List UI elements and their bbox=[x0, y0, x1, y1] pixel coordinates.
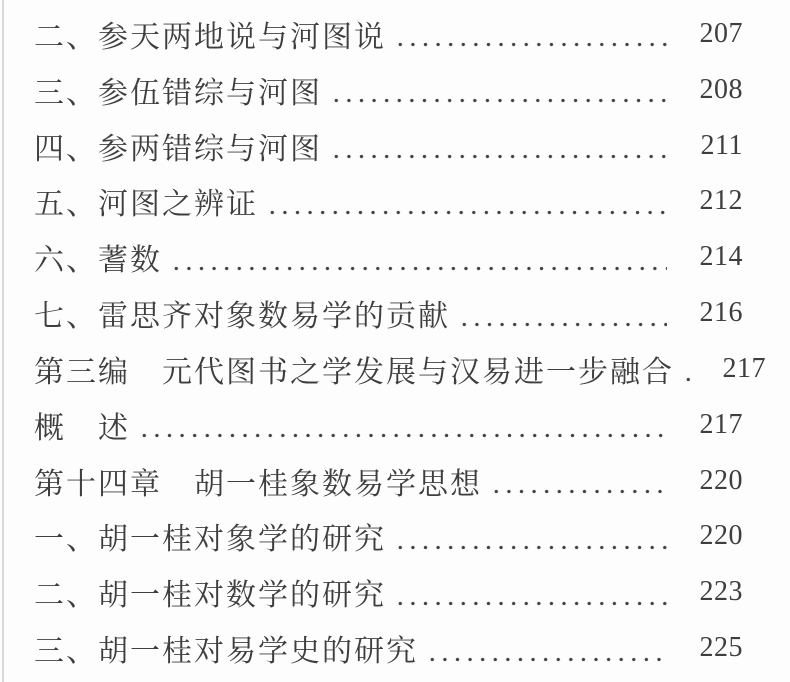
toc-entry-title: 三、参伍错综与河图 bbox=[34, 76, 322, 110]
dot-leader bbox=[488, 453, 667, 509]
toc-entry-title: 三、胡一桂对易学史的研究 bbox=[34, 635, 418, 669]
toc-entry-chapter bbox=[34, 453, 743, 509]
dot-leader bbox=[680, 341, 690, 397]
toc-entry-page-number: 216 bbox=[699, 297, 743, 329]
toc-entry bbox=[34, 173, 743, 229]
toc-entry-section bbox=[34, 341, 766, 397]
toc-entry bbox=[34, 118, 743, 174]
toc-entry bbox=[34, 285, 743, 341]
toc-entry-page-number: 223 bbox=[699, 576, 743, 608]
dot-leader bbox=[456, 285, 667, 341]
toc-entry-page-number: 217 bbox=[722, 352, 766, 384]
toc-entry-title: 第十四章 胡一桂象数易学思想 bbox=[34, 467, 482, 501]
toc-entry-page-number: 225 bbox=[699, 632, 743, 664]
dot-leader bbox=[168, 229, 667, 285]
dot-leader bbox=[328, 118, 667, 174]
dot-leader bbox=[136, 397, 667, 453]
toc-entry bbox=[34, 6, 743, 62]
dot-leader bbox=[328, 62, 667, 118]
toc-entry bbox=[34, 229, 743, 285]
toc-entry-page-number: 212 bbox=[699, 185, 743, 217]
toc-entry-page-number: 220 bbox=[699, 464, 743, 496]
toc-entry bbox=[34, 397, 743, 453]
toc-entry-page-number: 211 bbox=[700, 129, 743, 161]
toc-entry-page-number: 217 bbox=[699, 408, 743, 440]
dot-leader bbox=[392, 6, 667, 62]
dot-leader bbox=[392, 564, 667, 620]
toc-entry-title: 四、参两错综与河图 bbox=[34, 132, 322, 166]
toc-entry-page-number: 220 bbox=[699, 520, 743, 552]
toc-entry-title: 七、雷思齐对象数易学的贡献 bbox=[34, 300, 450, 334]
dot-leader bbox=[424, 620, 667, 676]
toc-entry-title: 二、胡一桂对数学的研究 bbox=[34, 579, 386, 613]
toc-entry-page-number: 208 bbox=[699, 73, 743, 105]
toc-entry bbox=[34, 62, 743, 118]
toc-entry-title: 一、胡一桂对象学的研究 bbox=[34, 523, 386, 557]
toc-entry-title: 第三编 元代图书之学发展与汉易进一步融合 bbox=[34, 355, 674, 389]
toc-entry bbox=[34, 620, 743, 676]
toc-entry bbox=[34, 508, 743, 564]
toc-entry bbox=[34, 564, 743, 620]
toc-entry-page-number: 214 bbox=[699, 241, 743, 273]
toc-entry-title: 六、蓍数 bbox=[34, 244, 162, 278]
toc-entry-title: 概 述 bbox=[34, 411, 130, 445]
dot-leader bbox=[264, 173, 667, 229]
toc-entry-title: 五、河图之辨证 bbox=[34, 188, 258, 222]
toc-entry-page-number: 207 bbox=[699, 17, 743, 49]
toc-entry-title: 二、参天两地说与河图说 bbox=[34, 20, 386, 54]
dot-leader bbox=[392, 508, 667, 564]
